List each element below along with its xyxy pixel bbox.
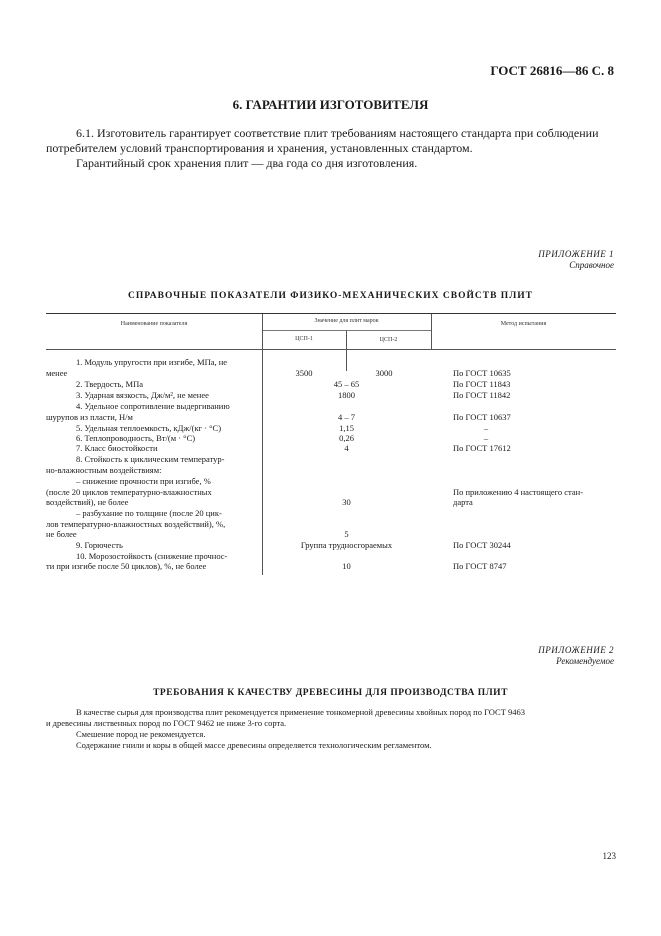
value-common: Группа трудносгораемых: [300, 540, 393, 550]
row-name: 9. Горючесть: [76, 540, 123, 550]
row-name: не более: [46, 529, 77, 539]
document-code: ГОСТ 26816—86 С. 8: [490, 63, 614, 78]
method: По ГОСТ 11842: [453, 390, 511, 400]
section-paragraphs: [46, 126, 616, 171]
paragraph-line: Смешение пород не рекомендуется.: [76, 729, 206, 739]
row-name: – разбухание по толщине (после 20 цик-: [76, 508, 222, 518]
appendix-2-label: [538, 645, 614, 667]
row-name: – снижение прочности при изгибе, %: [76, 476, 211, 486]
value-common: 45 – 65: [333, 379, 360, 389]
section-title: 6. ГАРАНТИИ ИЗГОТОВИТЕЛЯ: [232, 97, 429, 112]
method: дарта: [453, 497, 473, 507]
appendix-1-label: [538, 249, 614, 271]
header-sub-rule: [263, 330, 431, 331]
header-csp2: ЦСП-2: [379, 337, 398, 343]
method: По приложению 4 настоящего стан-: [453, 487, 584, 497]
header-method: Метод испытания: [500, 321, 547, 327]
value-csp1: 3500: [295, 368, 313, 378]
value-common: 5: [344, 529, 349, 539]
method: По ГОСТ 10637: [453, 412, 511, 422]
paragraph-line: 6.1. Изготовитель гарантирует соответствие плит требованиям настоящего стандарта при соблюдении: [76, 126, 599, 140]
row-name: 3. Ударная вязкость, Дж/м², не менее: [76, 390, 209, 400]
appendix-status: Справочное: [569, 260, 614, 270]
method: –: [483, 433, 489, 443]
value-common: 1,15: [339, 423, 354, 433]
row-name: 4. Удельное сопротивление выдергиванию: [76, 401, 230, 411]
column-divider: [431, 314, 432, 350]
row-name: 1. Модуль упругости при изгибе, МПа, не: [76, 357, 228, 367]
appendix-label-text: ПРИЛОЖЕНИЕ 2: [538, 645, 614, 655]
row-name: 8. Стойкость к циклическим температур-: [76, 454, 225, 464]
method: По ГОСТ 8747: [453, 561, 507, 571]
table-top-rule: [46, 313, 616, 314]
paragraph-line: Гарантийный срок хранения плит — два года со дня изготовления.: [76, 156, 418, 170]
paragraph-line: Содержание гнили и коры в общей массе древесины определяется технологическим регламентом.: [76, 740, 432, 750]
method: –: [483, 423, 489, 433]
row-name: шурупов из пласти, Н/м: [46, 412, 133, 422]
header-bottom-rule: [46, 349, 616, 350]
row-name: воздействий), не более: [46, 497, 129, 507]
method: По ГОСТ 11843: [453, 379, 511, 389]
row-name: ти при изгибе после 50 циклов), %, не более: [46, 561, 207, 571]
row-name: лов температурно-влажностных воздействий), %,: [46, 519, 226, 529]
method: По ГОСТ 30244: [453, 540, 511, 550]
row-name: 2. Твердость, МПа: [76, 379, 144, 389]
value-common: 10: [342, 561, 351, 571]
value-common: 1800: [338, 390, 355, 400]
page-number: 123: [602, 851, 616, 861]
value-common: 0,26: [339, 433, 354, 443]
row-name: 6. Теплопроводность, Вт/(м · °С): [76, 433, 196, 443]
requirements-text: [46, 707, 618, 751]
requirements-title: ТРЕБОВАНИЯ К КАЧЕСТВУ ДРЕВЕСИНЫ ДЛЯ ПРОИЗВОДСТВА ПЛИТ: [153, 688, 508, 698]
appendix-status: Рекомендуемое: [556, 656, 614, 666]
value-common: 30: [342, 497, 351, 507]
paragraph-line: потребителем условий транспортирования и хранения, установленных стандартом.: [46, 141, 473, 155]
row-name: 5. Удельная теплоемкость, кДж/(кг · °С): [76, 423, 222, 433]
method: По ГОСТ 10635: [453, 368, 511, 378]
table-title: СПРАВОЧНЫЕ ПОКАЗАТЕЛИ ФИЗИКО-МЕХАНИЧЕСКИХ СВОЙСТВ ПЛИТ: [127, 291, 534, 301]
row-name: (после 20 циклов температурно-влажностных: [46, 487, 212, 497]
header-csp1: ЦСП-1: [295, 336, 313, 342]
row-name: но-влажностным воздействиям:: [46, 465, 162, 475]
row-name: менее: [46, 368, 68, 378]
value-common: 4 – 7: [338, 412, 355, 422]
paragraph-line: В качестве сырья для производства плит рекомендуется применение тонкомерной древесины хвойных пород по ГОСТ 9463: [76, 707, 526, 717]
header-name: Наименование показателя: [120, 321, 188, 327]
row-name: 10. Морозостойкость (снижение прочнос-: [76, 551, 228, 561]
value-common: 4: [344, 443, 349, 453]
method: По ГОСТ 17612: [453, 443, 511, 453]
paragraph-line: и древесины лиственных пород по ГОСТ 9462 не ниже 3-го сорта.: [46, 718, 287, 728]
header-values: Значение для плит марок: [314, 318, 379, 324]
value-csp2: 3000: [375, 368, 393, 378]
row-name: 7. Класс биостойкости: [76, 443, 158, 453]
appendix-label-text: ПРИЛОЖЕНИЕ 1: [538, 249, 614, 259]
